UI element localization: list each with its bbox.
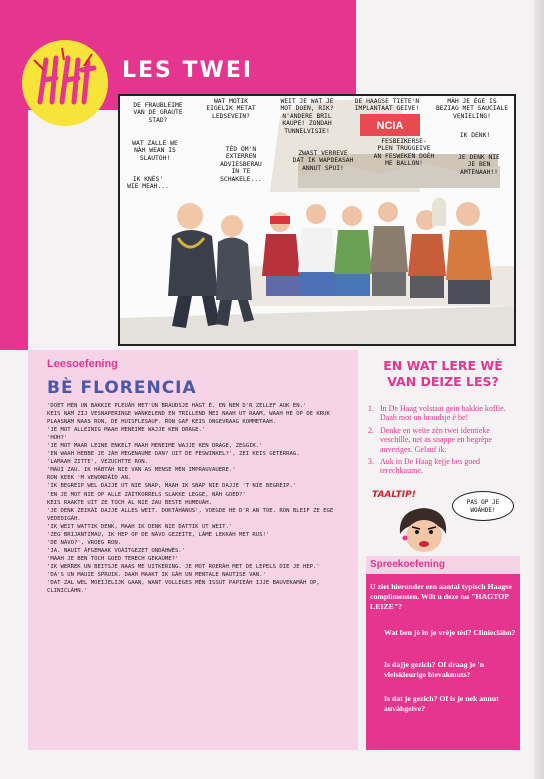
page-spine — [534, 0, 544, 779]
story-paragraph: 'IK WEIT WATTIK DENK, MAAH IK DENK NIE DATTIK UT WEIT.' — [47, 523, 233, 530]
story-paragraph: 'DOET MÈN UN BAKKIE PLEUÀH MET'UN BRAUDSJE HAGT È. EN NEM D'R ZELLEF AUK EN.' — [47, 403, 307, 409]
story-paragraph: KEIS RAAKTE UIT ZE TOCH AL NIE ZAU BESTE HUMEUÀH. — [47, 499, 213, 506]
story-paragraph: 'LAMAAH ZITTE', VEZUCHTTE RON. — [47, 459, 149, 466]
comic-bubble-8: TÈD OM'N EXTERREN ADVIESBERAU IN TE SCHAKELE... — [220, 146, 262, 183]
story-paragraph: KEIS NAM ZIJ VESNAPERINGE WANKELEND EN TRILLEND MEI NAAH UT RAAM, WAAH HE OP DE KRUK PLAASNAM NAAS RON, DE HUISFLESAUF. RON GAF KEIS ONGEVRAAG KOMMETAAH. — [47, 411, 330, 426]
comic-bubble-10: FESBEIKERSE- PLEN TRUGGEIVE AN FESWEKEN DOÈH ME BALLON! — [373, 138, 435, 168]
story-paragraph: 'MAAH JE BEN TOCH GOED TERECH GEKAUME?' — [47, 555, 179, 562]
comic-bubble-1: DE FRAUBLEIME VAN DE GRAUTE STAD? — [133, 102, 183, 124]
lesson-summary-list — [368, 404, 518, 479]
lesson-title: LES TWEI — [122, 58, 254, 83]
comic-bubble-9: ZWAST VERREVE DAT IK WAPDEASAH ANNUT SPUI! — [292, 150, 354, 172]
comic-shop-sign: NCIA — [376, 120, 404, 132]
comic-bubble-12: JE DENK NIE JE BEN AMTENAAH!! — [458, 154, 500, 176]
story-paragraph: 'MAUI ZAU. IK HÀBTÀH NIE VAN AS MENSE MÈN IMPRAUVAUERE.' — [47, 467, 236, 474]
comic-bubble-4: DE HAAGSE TIETE'N IMPLANTAAT GEIVE! — [354, 98, 420, 113]
list-item-text: Denke en weite zèn twei identieke veschille, net as snappe en begrèpe auveriges. Gelauf ik. — [380, 425, 492, 454]
grumpy-woman-icon — [394, 504, 454, 554]
story-paragraph: 'JA. NAUIT ÀFGEMAAK VOÀÌTGEZET ONDÀHWÈS.' — [47, 547, 186, 554]
comic-bubble-6: WAT ZALLE WE NÀH WEAN IS SLAUTOH! — [132, 140, 178, 162]
story-paragraph: 'IK WERREK UN BEITSJE NAAS ME UITKERING. JE MOT ROERÀH MET DE LEPELS DIE JE HEP.' — [47, 563, 320, 570]
story-text — [47, 402, 355, 595]
speaking-exercise-intro: U ziet hieronder een aantal typisch Haagse complimenten. Wilt u deze nu "HAGTOP LEIZE"? — [370, 582, 512, 611]
reading-exercise-heading: Leesoefening — [47, 358, 118, 370]
story-paragraph: 'DAT ZAL WEL MOEIJELIJK GAAN, WANT VOLLEGES MÈN ISSUT PAPIEÀH IJJE BAUVEKAMÀH OP, CLINICLÀHN.' — [47, 580, 320, 595]
speaking-exercise-heading: Spreekoefening — [370, 559, 446, 570]
language-tip-label: TAALTIP! — [372, 490, 416, 500]
comic-bubble-3: WEIT JE WAT JE MOT DOEN, RIK? N'ANDERE BRIL KAUPE! ZONDAH TUNNELVISIE! — [280, 98, 334, 135]
list-item — [368, 426, 518, 454]
story-paragraph: 'JE MOT ALLEINIG MAAH MENEIME WAJJE KEN DRAGE.' — [47, 427, 206, 434]
speaking-question-1: Wat ben jè in je vrèje tèd? Cliniecláhn? — [384, 628, 516, 637]
story-paragraph: 'DE NÀVO?', VROEG RON. — [47, 539, 122, 546]
list-item-text: Auk in De Haag kejje bes goed terechkaume. — [380, 457, 480, 476]
comic-bubble-7: IK KNÈS' WIE MEAH... — [127, 176, 169, 191]
story-paragraph: 'ZEG BRIJANTIMAU, IK HEP OP DE NÀVO GEZEITE, LÀME LEKKÀH MET RUS!' — [47, 531, 270, 538]
story-paragraph: 'IK BEGREIP WEL DAJJE UT NIE SNAP, MAAH IK SNAP NIE DAJJE 'T NIE BEGREIP.' — [47, 483, 297, 490]
comic-illustration — [118, 94, 516, 346]
speaking-question-2: Is dajje gezich? Of draag je 'n vleiskleurige bievakmuts? — [384, 660, 485, 679]
list-item-text: In De Haag volstaat gein bakkie koffie. Daah mot un braudsje è be! — [380, 404, 506, 423]
story-paragraph: 'HÙH?' — [47, 435, 68, 442]
comic-bubble-11: IK DENK! — [459, 132, 491, 139]
comic-bubble-2: WAT MOTIK EIGELIK METAT LEDSEVEIN? — [206, 98, 256, 120]
lesson-summary-title: EN WAT LERE WÈ VAN DEIZE LES? — [383, 358, 503, 389]
left-pink-strip — [0, 110, 28, 350]
list-item-number: 2. — [368, 425, 374, 435]
comic-bubble-5: MÀH JE ÈGE IS BEZIAG MET SAUCIALE VENIELING! — [435, 98, 509, 120]
story-paragraph: RON KEEK 'M VEWONDÀÌD AN. — [47, 475, 132, 482]
speaking-question-3: Is dat je gezich? Of is je nek annut auvàhgeive? — [384, 694, 499, 713]
story-paragraph: 'EN JE MOT NIE OP ALLE ZÀÌTKORRELS SLAKKE LEGGE, NÀH GOED?' — [47, 491, 246, 498]
list-item-number: 3. — [368, 457, 374, 467]
list-item — [368, 404, 518, 423]
list-item-number: 1. — [368, 404, 374, 413]
story-paragraph: 'EN WAAH HEBBE JE JÀH MEGENAUME DAN? UIT DE FESWINKEL?', ZEI KEIS GETERRAG. — [47, 451, 300, 458]
story-paragraph: 'JE DENK ZEIKÀÌ DAJJE ALLES WEIT. DOKTÀHANUS', VOEGDE HE D'R AN TOE. RON BLEIF ZE EGE VEDEDIGÀH. — [47, 507, 334, 522]
story-paragraph: 'JE MOT MAAR LEINE ENKELT MAAH MENEIME WAJJE KEN DRAGE, ZEGGIK.' — [47, 443, 263, 450]
story-paragraph: 'DA'S UN MAUIE SPRUIK. DAAH MAAKT IK GÀH UN MENTALE NAUTISE VAN.' — [47, 571, 266, 578]
hagtop-logo-icon — [22, 40, 108, 126]
language-tip-bubble: PAS OP JE WOÀHDE! — [452, 491, 514, 521]
list-item — [368, 457, 518, 476]
story-title: BÈ FLORENCIA — [47, 378, 197, 398]
